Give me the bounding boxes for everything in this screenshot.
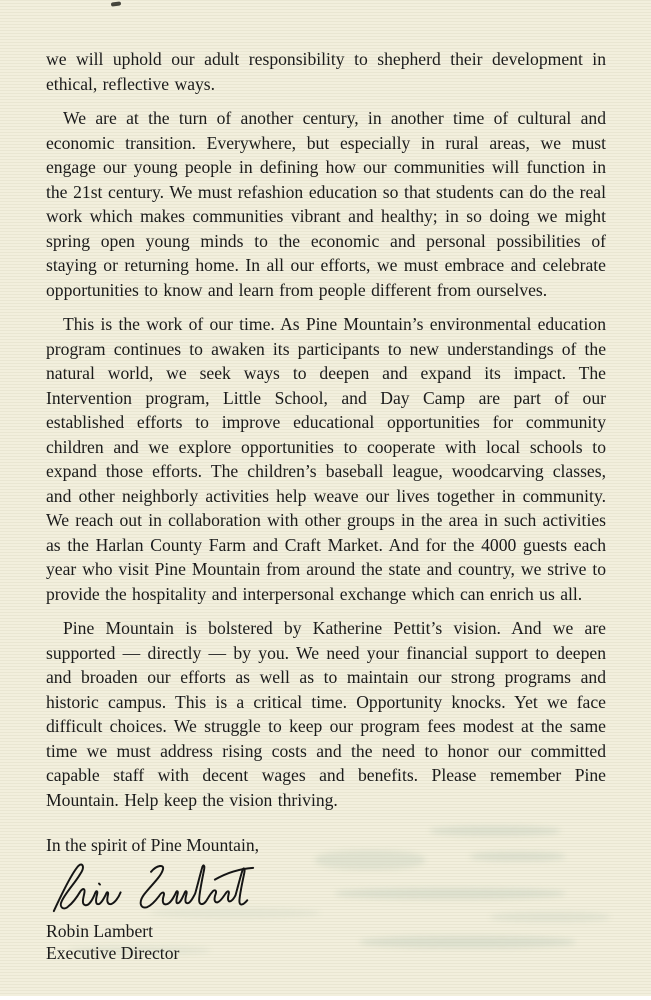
paragraph: Pine Mountain is bolstered by Katherine Pettit’s vision. And we are supported — directly — by you. We need your financial support to deepen and broaden our efforts as well as to maintain our strong programs and historic campus. This is a critical time. Opportunity knocks. Yet we face difficult choices. We struggle to keep our program fees modest at the same time we must address rising costs and the need to honor our committed capable staff with decent wages and benefits. Please remember Pine Mountain. Help keep the vision thriving. <box>46 618 606 810</box>
closing-line: In the spirit of Pine Mountain, <box>46 835 260 855</box>
signer-name: Robin Lambert <box>46 920 154 941</box>
letter-body <box>46 47 606 965</box>
signature-handwriting-icon <box>48 861 258 915</box>
scan-speck <box>111 1 121 6</box>
paragraph: This is the work of our time. As Pine Mountain’s environmental education program continues to awaken its participants to new understandings of the natural world, we seek ways to deepen and expand its impact. The Intervention program, Little School, and Day Camp are part of our established efforts to improve educational opportunities for community children and we explore opportunities to cooperate with local schools to expand those efforts. The children’s baseball league, woodcarving classes, and other neighborly activities help weave our lives together in community. We reach out in collaboration with other groups in the area in such activities as the Harlan County Farm and Craft Market. And for the 4000 guests each year who visit Pine Mountain from around the state and country, we strive to provide the hospitality and interpersonal exchange which can enrich us all. <box>46 314 606 604</box>
paragraph: We are at the turn of another century, in another time of cultural and economic transition. Everywhere, but especially in rural areas, we must engage our young people in defining how our communities will function in the 21st century. We must refashion education so that students can do the real work which makes communities vibrant and healthy; in so doing we might spring open young minds to the economic and personal possibilities of staying or returning home. In all our efforts, we must embrace and celebrate opportunities to know and learn from people different from ourselves. <box>46 108 606 300</box>
signer-title: Executive Director <box>46 943 180 963</box>
scan-edge <box>0 996 651 1000</box>
signature-block <box>46 920 606 965</box>
paragraph-continuation: we will uphold our adult responsibility to shepherd their development in ethical, reflective ways. <box>46 49 606 94</box>
